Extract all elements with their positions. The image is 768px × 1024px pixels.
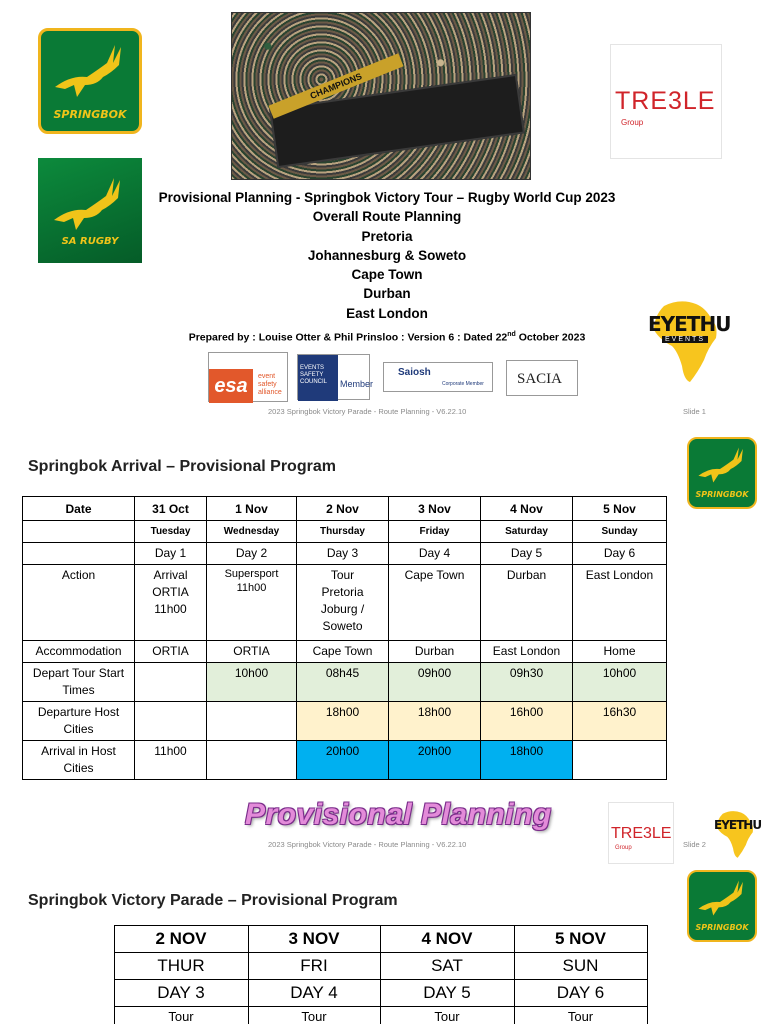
springbok-logo-slide2 <box>687 437 757 509</box>
cell-arrival-host: 18h00 <box>481 741 573 780</box>
parade-cell-date: 3 NOV <box>248 926 380 953</box>
table-row-action <box>23 565 667 641</box>
cell-depart-tour-label: Depart Tour Start Times <box>23 663 135 702</box>
parade-cell-blank <box>84 953 114 980</box>
cell-arrival-host-label: Arrival in Host Cities <box>23 741 135 780</box>
parade-bus <box>269 74 525 168</box>
slide2-number: Slide 2 <box>683 840 706 849</box>
title-line-capetown: Cape Town <box>351 267 423 283</box>
cell-departure-host <box>207 702 297 741</box>
parade-cell-blank <box>84 980 114 1007</box>
cell-action: Tour Pretoria Joburg / Soweto <box>297 565 389 641</box>
esc-badge-text: EVENTS SAFETY COUNCIL <box>298 355 338 401</box>
cell-depart-tour: 10h00 <box>207 663 297 702</box>
parade-row-weekdays <box>84 953 647 980</box>
esc-member-badge <box>297 354 374 400</box>
parade-cell-weekday: THUR <box>114 953 248 980</box>
parade-cell-weekday: SAT <box>380 953 514 980</box>
sa-rugby-logo-text: SA RUGBY <box>61 236 119 247</box>
springbok-logo-text: SPRINGBOK <box>53 108 127 121</box>
eyethu-logo-text: EYETHU <box>714 818 762 832</box>
cell-day: Day 2 <box>207 543 297 565</box>
provisional-planning-title: Provisional Planning <box>245 798 552 831</box>
cell-departure-host-label: Departure Host Cities <box>23 702 135 741</box>
springbok-logo-text: SPRINGBOK <box>695 490 749 499</box>
parade-row-dates <box>84 926 647 953</box>
sa-rugby-logo <box>38 158 142 263</box>
slide1-footer: 2023 Springbok Victory Parade - Route Planning - V6.22.10 <box>268 407 467 416</box>
cell-arrival-host <box>573 741 667 780</box>
cell-weekday <box>23 521 135 543</box>
prepared-by-suffix: October 2023 <box>515 331 586 344</box>
parade-row-tour <box>84 1007 647 1024</box>
parade-program-table <box>84 925 648 1024</box>
parade-cell-date: 2 NOV <box>114 926 248 953</box>
parade-cell-date: 4 NOV <box>380 926 514 953</box>
cell-depart-tour <box>135 663 207 702</box>
prepared-by-text: Prepared by : Louise Otter & Phil Prinsloo : Version 6 : Dated 22 <box>188 331 508 344</box>
saiosh-badge <box>383 362 493 392</box>
treble-group-logo <box>610 44 722 159</box>
cell-weekday: Friday <box>389 521 481 543</box>
parade-row-days <box>84 980 647 1007</box>
springbok-logo <box>38 28 142 134</box>
parade-cell-tour: Tour <box>114 1007 248 1024</box>
prepared-by-sup: nd <box>507 331 516 338</box>
slide1-title-block <box>140 188 634 323</box>
cell-day: Day 5 <box>481 543 573 565</box>
esc-badge-member: Member <box>340 379 374 389</box>
cell-day: Day 1 <box>135 543 207 565</box>
parade-cell-date: 5 NOV <box>514 926 647 953</box>
cell-date: 3 Nov <box>389 497 481 521</box>
cell-action: East London <box>573 565 667 641</box>
cell-day: Day 4 <box>389 543 481 565</box>
treble-logo-subtext: Group <box>621 118 644 127</box>
slide2-footer: 2023 Springbok Victory Parade - Route Planning - V6.22.10 <box>268 840 467 849</box>
cell-accommodation: Home <box>573 641 667 663</box>
title-line-overall: Overall Route Planning <box>312 209 462 225</box>
saiosh-badge-sub: Corporate Member <box>442 381 484 387</box>
cell-accommodation: ORTIA <box>135 641 207 663</box>
cell-departure-host: 18h00 <box>297 702 389 741</box>
treble-logo-text: TRE3LE <box>615 87 716 115</box>
bus-banner: CHAMPIONS <box>268 53 403 118</box>
cell-weekday: Tuesday <box>135 521 207 543</box>
table-row-day-number <box>23 543 667 565</box>
cell-day: Day 6 <box>573 543 667 565</box>
sacia-badge <box>506 360 578 396</box>
cell-accommodation: East London <box>481 641 573 663</box>
springbok-logo-text: SPRINGBOK <box>695 923 749 932</box>
parade-cell-day: DAY 4 <box>248 980 380 1007</box>
cell-date: 5 Nov <box>573 497 667 521</box>
eyethu-logo-subtext: EVENTS <box>662 336 708 343</box>
cell-date: 4 Nov <box>481 497 573 521</box>
cell-depart-tour: 09h30 <box>481 663 573 702</box>
eyethu-logo-text: EYETHU <box>648 312 731 336</box>
cell-day: Day 3 <box>297 543 389 565</box>
cell-day <box>23 543 135 565</box>
title-line-johannesburg: Johannesburg & Soweto <box>307 247 467 263</box>
cell-weekday: Thursday <box>297 521 389 543</box>
cell-date: 31 Oct <box>135 497 207 521</box>
cell-date: 2 Nov <box>297 497 389 521</box>
springbok-logo-slide3 <box>687 870 757 942</box>
title-line-main: Provisional Planning - Springbok Victory Tour – Rugby World Cup 2023 <box>158 190 616 205</box>
cell-action: Cape Town <box>389 565 481 641</box>
parade-cell-blank <box>84 1007 114 1024</box>
table-row-arrival-host <box>23 741 667 780</box>
cell-action: Supersport 11h00 <box>207 565 297 641</box>
parade-cell-tour: Tour <box>380 1007 514 1024</box>
title-line-durban: Durban <box>363 286 411 302</box>
cell-date: 1 Nov <box>207 497 297 521</box>
parade-cell-blank <box>84 926 114 953</box>
springbok-antelope-icon <box>689 443 755 491</box>
cell-departure-host: 16h00 <box>481 702 573 741</box>
cell-departure-host: 18h00 <box>389 702 481 741</box>
cell-accommodation: Cape Town <box>297 641 389 663</box>
treble-logo-text: TRE3LE <box>611 825 672 842</box>
sa-rugby-antelope-icon <box>40 172 138 242</box>
arrival-section-title: Springbok Arrival – Provisional Program <box>28 458 336 475</box>
parade-cell-day: DAY 6 <box>514 980 647 1007</box>
cell-weekday: Saturday <box>481 521 573 543</box>
saiosh-badge-text: Saiosh <box>398 367 431 378</box>
title-line-pretoria: Pretoria <box>361 228 413 244</box>
cell-depart-tour: 09h00 <box>389 663 481 702</box>
parade-section-title: Springbok Victory Parade – Provisional Program <box>28 892 398 909</box>
parade-cell-tour: Tour <box>514 1007 647 1024</box>
springbok-antelope-icon <box>41 39 139 109</box>
slide1-number: Slide 1 <box>683 407 706 416</box>
parade-cell-day: DAY 3 <box>114 980 248 1007</box>
cell-departure-host: 16h30 <box>573 702 667 741</box>
sacia-badge-text: SACIA <box>517 371 563 387</box>
cell-action: Arrival ORTIA 11h00 <box>135 565 207 641</box>
cell-weekday: Wednesday <box>207 521 297 543</box>
treble-group-logo-small <box>608 802 674 864</box>
cell-depart-tour: 08h45 <box>297 663 389 702</box>
prepared-by-line <box>160 331 614 344</box>
esa-badge <box>208 352 288 402</box>
table-row-accommodation <box>23 641 667 663</box>
eyethu-events-logo <box>646 296 731 386</box>
cell-arrival-host: 20h00 <box>297 741 389 780</box>
victory-parade-photo <box>231 12 531 180</box>
esa-badge-text: event safety alliance <box>258 373 282 396</box>
springbok-antelope-icon <box>689 876 755 924</box>
cell-date-label: Date <box>23 497 135 521</box>
cell-action-label: Action <box>23 565 135 641</box>
parade-cell-day: DAY 5 <box>380 980 514 1007</box>
cell-arrival-host: 20h00 <box>389 741 481 780</box>
arrival-program-table <box>22 496 667 780</box>
cell-weekday: Sunday <box>573 521 667 543</box>
cell-accommodation: ORTIA <box>207 641 297 663</box>
table-row-dates <box>23 497 667 521</box>
cell-depart-tour: 10h00 <box>573 663 667 702</box>
cell-departure-host <box>135 702 207 741</box>
africa-map-icon <box>712 808 760 860</box>
esa-badge-mark: esa <box>209 369 253 403</box>
parade-cell-weekday: FRI <box>248 953 380 980</box>
title-line-eastlondon: East London <box>346 305 428 321</box>
cell-action: Durban <box>481 565 573 641</box>
treble-logo-subtext: Group <box>615 845 632 851</box>
cell-accommodation: Durban <box>389 641 481 663</box>
parade-cell-weekday: SUN <box>514 953 647 980</box>
cell-accommodation-label: Accommodation <box>23 641 135 663</box>
table-row-depart-tour <box>23 663 667 702</box>
parade-cell-tour: Tour <box>248 1007 380 1024</box>
cell-arrival-host <box>207 741 297 780</box>
table-row-departure-host <box>23 702 667 741</box>
cell-arrival-host: 11h00 <box>135 741 207 780</box>
table-row-weekdays <box>23 521 667 543</box>
eyethu-events-logo-small <box>712 808 760 860</box>
